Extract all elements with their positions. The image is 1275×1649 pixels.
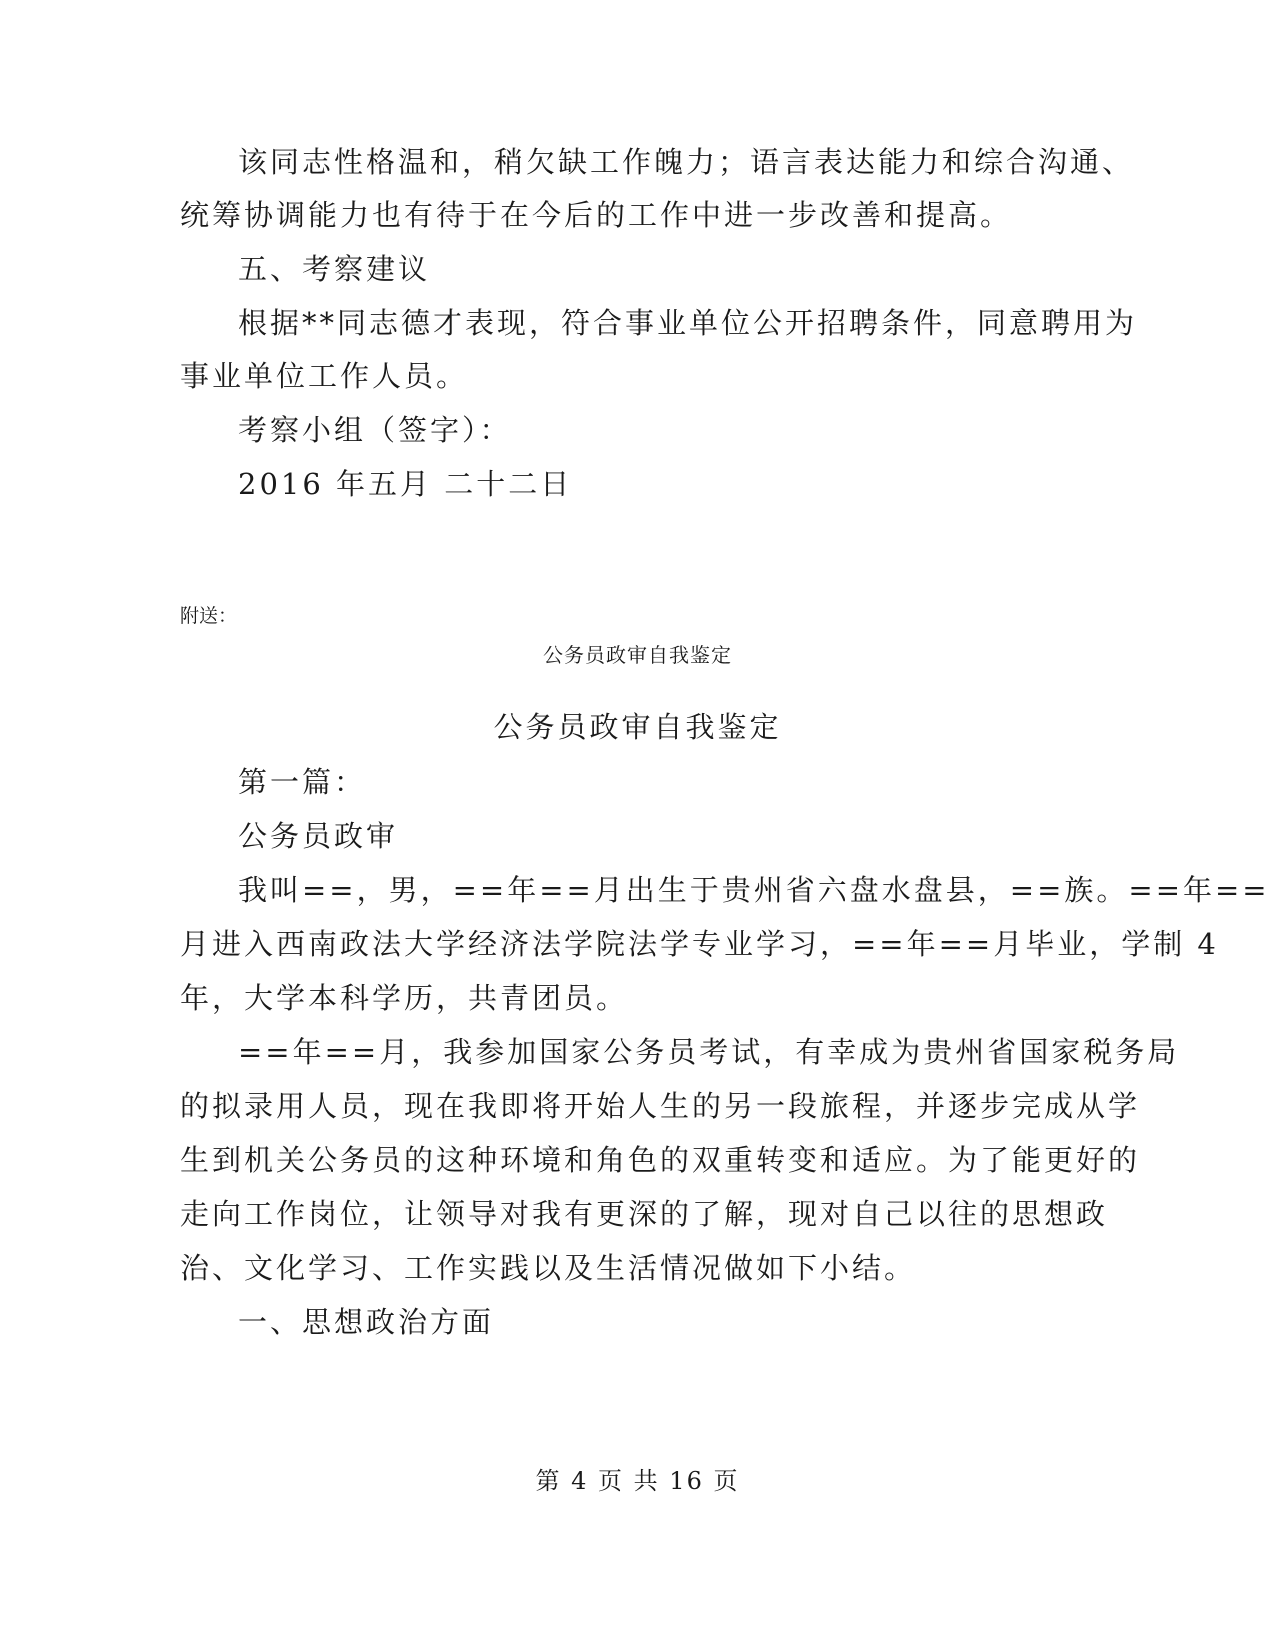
signature-line: 考察小组（签字）： [238, 413, 512, 447]
page-number: 第 4 页 共 16 页 [535, 1467, 740, 1495]
part-heading: 第一篇： [238, 765, 367, 799]
subtitle: 公务员政审 [238, 819, 399, 853]
paragraph-line: 生到机关公务员的这种环境和角色的双重转变和适应。为了能更好的 [180, 1143, 1141, 1177]
paragraph-line: 治、文化学习、工作实践以及生活情况做如下小结。 [180, 1251, 917, 1285]
paragraph-line: ==年==月，我参加国家公务员考试，有幸成为贵州省国家税务局 [238, 1035, 1180, 1069]
appendix-title-small: 公务员政审自我鉴定 [543, 643, 732, 667]
section-heading: 五、考察建议 [238, 252, 431, 286]
paragraph-line: 月进入西南政法大学经济法学院法学专业学习，==年==月毕业，学制 4 [180, 927, 1219, 961]
paragraph-line: 我叫==，男，==年==月出生于贵州省六盘水盘县，==族。==年== [238, 873, 1270, 907]
appendix-label: 附送： [180, 605, 238, 627]
document-title: 公务员政审自我鉴定 [493, 710, 782, 744]
paragraph-line: 根据**同志德才表现，符合事业单位公开招聘条件，同意聘用为 [238, 306, 1138, 340]
date-line: 2016 年五月 二十二日 [238, 467, 573, 501]
paragraph-line: 事业单位工作人员。 [180, 359, 469, 393]
paragraph-line: 年，大学本科学历，共青团员。 [180, 981, 629, 1015]
section-heading: 一、思想政治方面 [238, 1305, 495, 1339]
paragraph-line: 的拟录用人员，现在我即将开始人生的另一段旅程，并逐步完成从学 [180, 1089, 1141, 1123]
paragraph-line: 统筹协调能力也有待于在今后的工作中进一步改善和提高。 [180, 198, 1013, 232]
paragraph-line: 该同志性格温和，稍欠缺工作魄力；语言表达能力和综合沟通、 [238, 145, 1135, 179]
paragraph-line: 走向工作岗位，让领导对我有更深的了解，现对自己以往的思想政 [180, 1197, 1109, 1231]
